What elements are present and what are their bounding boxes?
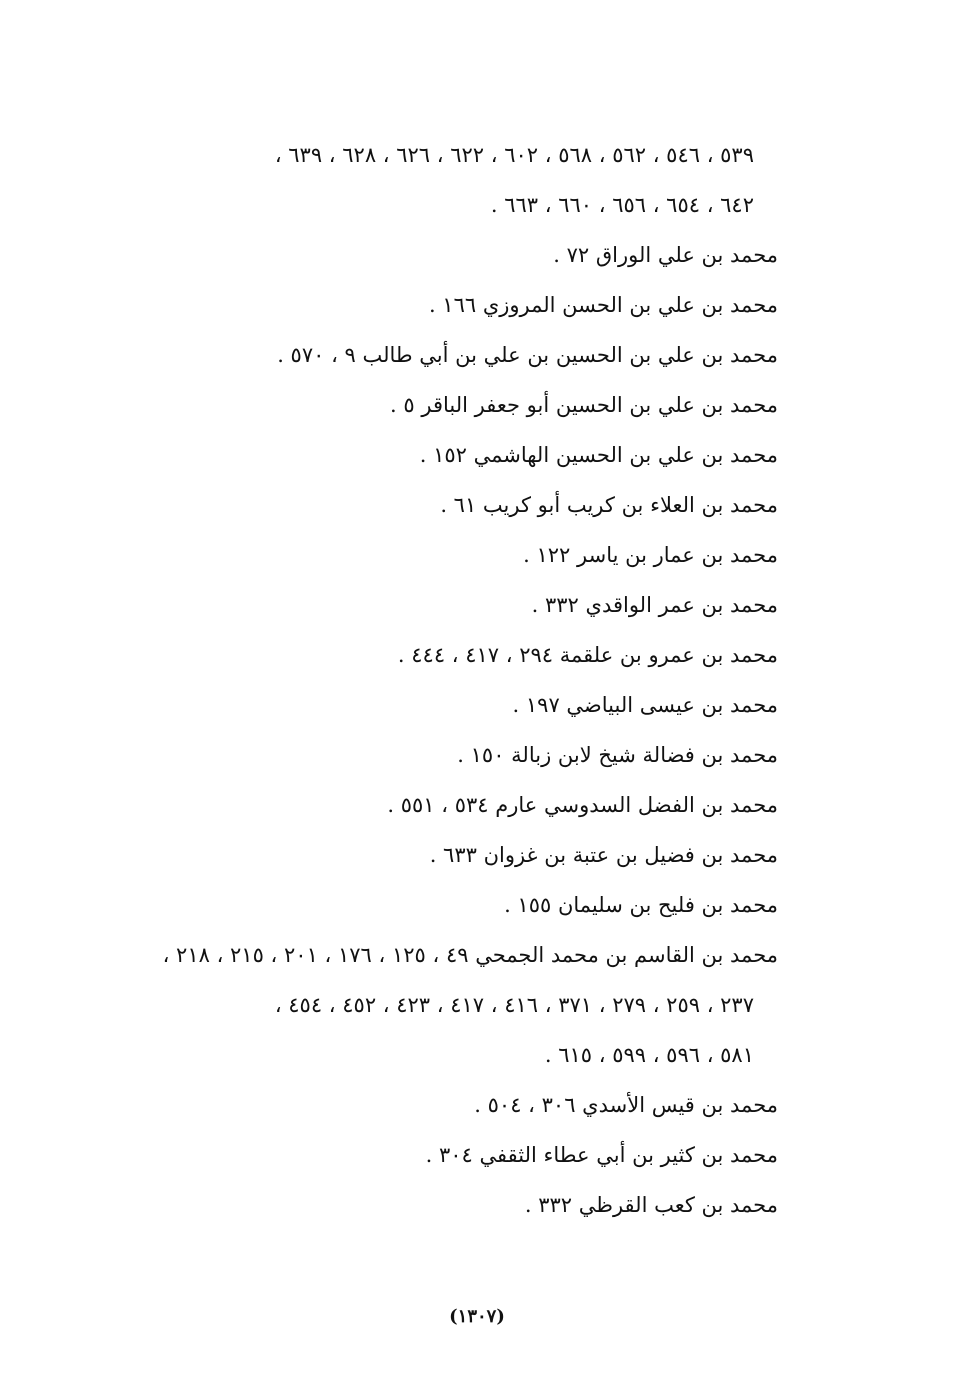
index-entry-continuation: ٥٨١ ، ٥٩٦ ، ٥٩٩ ، ٦١٥ .	[544, 1043, 754, 1067]
index-entry: محمد بن القاسم بن محمد الجمحي ٤٩ ، ١٢٥ ، ١٧٦ ، ٢٠١ ، ٢١٥ ، ٢١٨ ،	[162, 943, 778, 967]
index-entry-continuation: ٦٤٢ ، ٦٥٤ ، ٦٥٦ ، ٦٦٠ ، ٦٦٣ .	[490, 193, 754, 217]
index-entry: محمد بن عمر الواقدي ٣٣٢ .	[531, 593, 778, 617]
index-entry: محمد بن العلاء بن كريب أبو كريب ٦١ .	[440, 493, 778, 517]
index-entry-continuation: ٢٣٧ ، ٢٥٩ ، ٢٧٩ ، ٣٧١ ، ٤١٦ ، ٤١٧ ، ٤٢٣ ، ٤٥٢ ، ٤٥٤ ،	[274, 993, 754, 1017]
index-entry: محمد بن علي بن الحسين بن علي بن أبي طالب ٩ ، ٥٧٠ .	[277, 343, 778, 367]
index-entry: محمد بن فليح بن سليمان ١٥٥ .	[504, 893, 778, 917]
index-entry: محمد بن قيس الأسدي ٣٠٦ ، ٥٠٤ .	[474, 1093, 778, 1117]
page-number: (١٣٠٧)	[449, 1306, 505, 1327]
index-entry: محمد بن كثير بن أبي عطاء الثقفي ٣٠٤ .	[425, 1143, 778, 1167]
index-entry: محمد بن علي بن الحسين الهاشمي ١٥٢ .	[419, 443, 778, 467]
index-entry: محمد بن فضالة شيخ لابن زبالة ١٥٠ .	[457, 743, 778, 767]
index-entry-continuation: ٥٣٩ ، ٥٤٦ ، ٥٦٢ ، ٥٦٨ ، ٦٠٢ ، ٦٢٢ ، ٦٢٦ ، ٦٢٨ ، ٦٣٩ ،	[274, 143, 754, 167]
index-entry: محمد بن الفضل السدوسي عارم ٥٣٤ ، ٥٥١ .	[387, 793, 778, 817]
index-entry: محمد بن فضيل بن عتبة بن غزوان ٦٣٣ .	[429, 843, 778, 867]
index-entry: محمد بن علي بن الحسن المروزي ١٦٦ .	[428, 293, 778, 317]
index-entry: محمد بن علي الوراق ٧٢ .	[553, 243, 778, 267]
index-entry: محمد بن عيسى البياضي ١٩٧ .	[512, 693, 778, 717]
index-entry: محمد بن علي بن الحسين أبو جعفر الباقر ٥ .	[390, 393, 778, 417]
index-entry: محمد بن كعب القرظي ٣٣٢ .	[524, 1193, 778, 1217]
index-entry: محمد بن عمرو بن علقمة ٢٩٤ ، ٤١٧ ، ٤٤٤ .	[397, 643, 778, 667]
index-entry: محمد بن عمار بن ياسر ١٢٢ .	[523, 543, 778, 567]
index-list	[0, 130, 954, 1230]
